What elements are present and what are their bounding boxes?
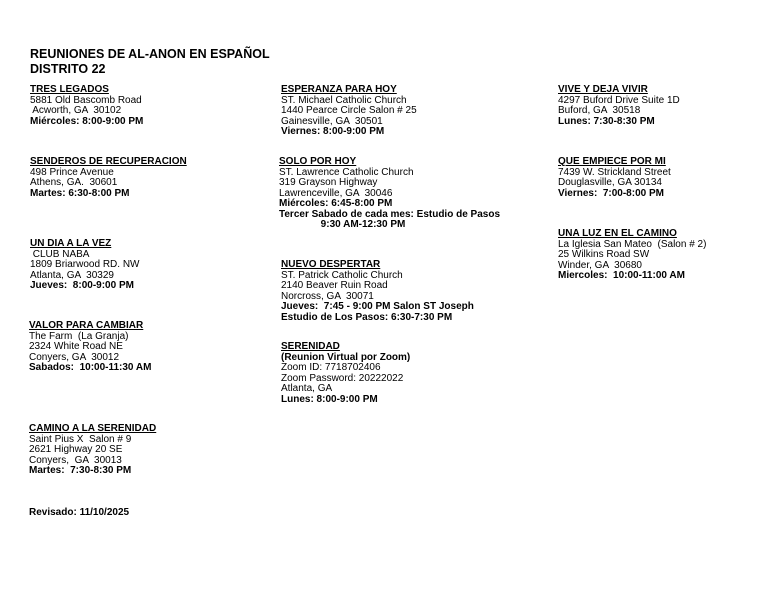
address-line: 1440 Pearce Circle Salon # 25 [281,105,417,116]
meeting-solo-por-hoy [279,157,500,231]
meeting-schedule: 9:30 AM-12:30 PM [279,219,406,230]
meeting-schedule: Viernes: 7:00-8:00 PM [558,187,664,199]
meeting-schedule: Lunes: 8:00-9:00 PM [281,393,378,405]
meeting-schedule: Tercer Sabado de cada mes: Estudio de Pasos [279,208,501,220]
address-line: 25 Wilkins Road SW [558,249,650,260]
address-line: 2140 Beaver Ruin Road [281,280,388,291]
address-line: Athens, GA. 30601 [30,177,118,188]
meeting-name: SENDEROS DE RECUPERACION [30,156,187,167]
meeting-esperanza-para-hoy [281,85,417,138]
address-line: Atlanta, GA [281,383,333,394]
meeting-name: ESPERANZA PARA HOY [281,84,397,95]
address-line: 2621 Highway 20 SE [29,444,123,455]
meeting-name: QUE EMPIECE POR MI [558,156,666,167]
address-line: Saint Pius X Salon # 9 [29,433,132,445]
address-line: Zoom Password: 20222022 [281,372,404,384]
address-line: Conyers, GA 30013 [29,454,122,466]
meeting-name: SOLO POR HOY [279,156,357,167]
meeting-name: CAMINO A LA SERENIDAD [29,423,157,434]
meeting-una-luz-en-el-camino [558,229,706,282]
meeting-serenidad [281,342,410,405]
address-line: Gainesville, GA 30501 [281,115,383,127]
address-line: ST. Patrick Catholic Church [281,269,403,281]
meeting-schedule: Martes: 6:30-8:00 PM [30,187,130,199]
document-title [30,47,270,76]
meeting-schedule: Miércoles: 6:45-8:00 PM [279,198,393,209]
meeting-name: UNA LUZ EN EL CAMINO [558,228,677,239]
address-line: 2324 White Road NE [29,341,123,352]
address-line: 498 Prince Avenue [30,166,114,178]
address-line: ST. Michael Catholic Church [281,94,407,106]
address-line: 5881 Old Bascomb Road [30,94,142,106]
meeting-schedule: Miércoles: 8:00-9:00 PM [30,115,144,127]
meeting-camino-a-la-serenidad [29,424,156,477]
meeting-un-dia-a-la-vez [30,239,139,292]
address-line: Norcross, GA 30071 [281,290,374,302]
meeting-schedule: Jueves: 8:00-9:00 PM [30,280,134,291]
title-line-2: DISTRITO 22 [30,61,106,76]
revision-date: Revisado: 11/10/2025 [29,507,130,518]
meeting-name: VALOR PARA CAMBIAR [29,320,144,331]
address-line: Winder, GA 30680 [558,259,642,271]
meeting-schedule: Estudio de Los Pasos: 6:30-7:30 PM [281,311,453,323]
address-line: Conyers, GA 30012 [29,351,120,363]
address-line: The Farm (La Granja) [29,330,129,342]
meeting-tres-legados [30,85,143,127]
meeting-vive-y-deja-vivir [558,85,680,127]
address-line: 7439 W. Strickland Street [558,166,671,178]
meeting-name: SERENIDAD [281,341,340,352]
meeting-schedule: Miercoles: 10:00-11:00 AM [558,270,685,281]
meeting-que-empiece-por-mi [558,157,671,199]
meeting-schedule: Lunes: 7:30-8:30 PM [558,115,655,127]
address-line: La Iglesia San Mateo (Salon # 2) [558,238,707,250]
address-line: Acworth, GA 30102 [30,105,122,116]
meeting-name: VIVE Y DEJA VIVIR [558,84,648,95]
address-line: Lawrenceville, GA 30046 [279,187,393,199]
address-line: 4297 Buford Drive Suite 1D [558,94,680,106]
meeting-schedule: Sabados: 10:00-11:30 AM [29,362,152,373]
meeting-schedule: Martes: 7:30-8:30 PM [29,465,132,476]
address-line: Zoom ID: 7718702406 [281,362,381,373]
address-line: Buford, GA 30518 [558,105,641,116]
meeting-schedule: Viernes: 8:00-9:00 PM [281,126,385,137]
address-line: CLUB NABA [30,248,90,260]
meeting-subtitle: (Reunion Virtual por Zoom) [281,351,411,363]
meeting-name: TRES LEGADOS [30,84,109,95]
address-line: Atlanta, GA 30329 [30,269,114,281]
meeting-name: NUEVO DESPERTAR [281,259,381,270]
address-line: Douglasville, GA 30134 [558,177,662,188]
address-line: ST. Lawrence Catholic Church [279,166,414,178]
meeting-senderos-de-recuperacion [30,157,187,199]
meeting-schedule: Jueves: 7:45 - 9:00 PM Salon ST Joseph [281,301,474,312]
address-line: 1809 Briarwood RD. NW [30,259,140,270]
address-line: 319 Grayson Highway [279,177,378,188]
meeting-nuevo-despertar [281,260,474,323]
title-line-1: REUNIONES DE AL-ANON EN ESPAÑOL [30,47,270,61]
meeting-valor-para-cambiar [29,321,151,374]
meeting-name: UN DIA A LA VEZ [30,238,112,249]
